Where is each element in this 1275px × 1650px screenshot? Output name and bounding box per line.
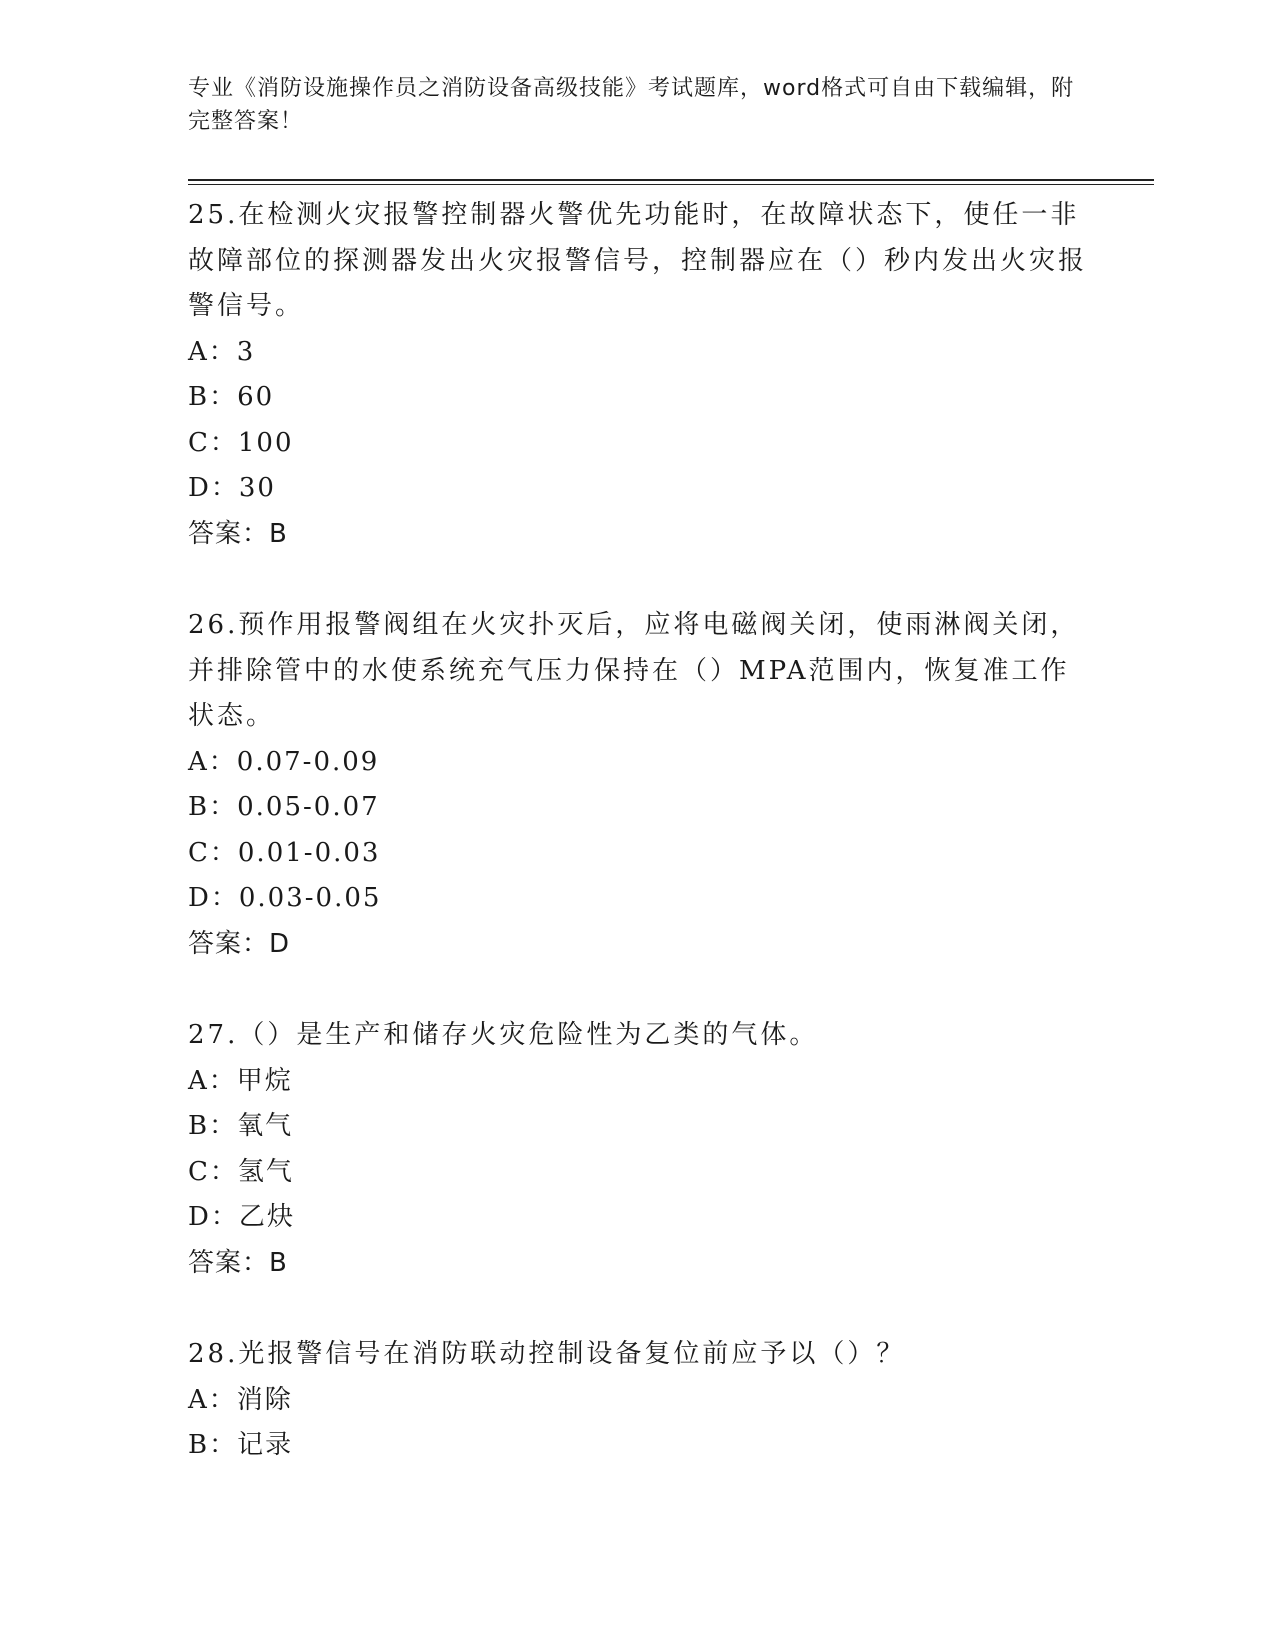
answer: 答案：B bbox=[188, 518, 288, 549]
question-28 bbox=[188, 1332, 1088, 1469]
question-text: 27.（）是生产和储存火灾危险性为乙类的气体。 bbox=[188, 1020, 819, 1050]
question-25 bbox=[188, 193, 1088, 557]
question-27 bbox=[188, 1013, 1088, 1286]
question-26 bbox=[188, 603, 1088, 967]
option-a: A：消除 bbox=[188, 1384, 293, 1415]
option-a: A：甲烷 bbox=[188, 1065, 293, 1096]
option-b: B：0.05-0.07 bbox=[188, 792, 380, 822]
option-a: A：3 bbox=[188, 336, 256, 367]
header-divider-thick bbox=[188, 179, 1154, 181]
option-d: D：30 bbox=[188, 473, 276, 503]
option-c: C：0.01-0.03 bbox=[188, 837, 381, 868]
document-header: 专业《消防设施操作员之消防设备高级技能》考试题库，word格式可自由下载编辑，附完整答案！ bbox=[188, 76, 1075, 134]
option-c: C：100 bbox=[188, 427, 294, 458]
answer: 答案：D bbox=[188, 928, 291, 959]
option-a: A：0.07-0.09 bbox=[188, 746, 380, 777]
option-d: D：乙炔 bbox=[188, 1202, 295, 1232]
option-b: B：记录 bbox=[188, 1430, 294, 1460]
option-d: D：0.03-0.05 bbox=[188, 883, 382, 913]
option-c: C：氢气 bbox=[188, 1156, 294, 1187]
option-b: B：60 bbox=[188, 382, 275, 412]
question-text: 26.预作用报警阀组在火灾扑灭后，应将电磁阀关闭，使雨淋阀关闭，并排除管中的水使系统充气压力保持在（）MPA范围内，恢复准工作状态。 bbox=[188, 610, 1080, 731]
option-b: B：氧气 bbox=[188, 1111, 294, 1141]
question-list bbox=[188, 193, 1088, 1515]
header-divider-thin bbox=[188, 184, 1154, 185]
answer: 答案：B bbox=[188, 1247, 288, 1278]
question-text: 28.光报警信号在消防联动控制设备复位前应予以（）？ bbox=[188, 1339, 906, 1369]
question-text: 25.在检测火灾报警控制器火警优先功能时，在故障状态下，使任一非故障部位的探测器发出火灾报警信号，控制器应在（）秒内发出火灾报警信号。 bbox=[188, 200, 1088, 321]
